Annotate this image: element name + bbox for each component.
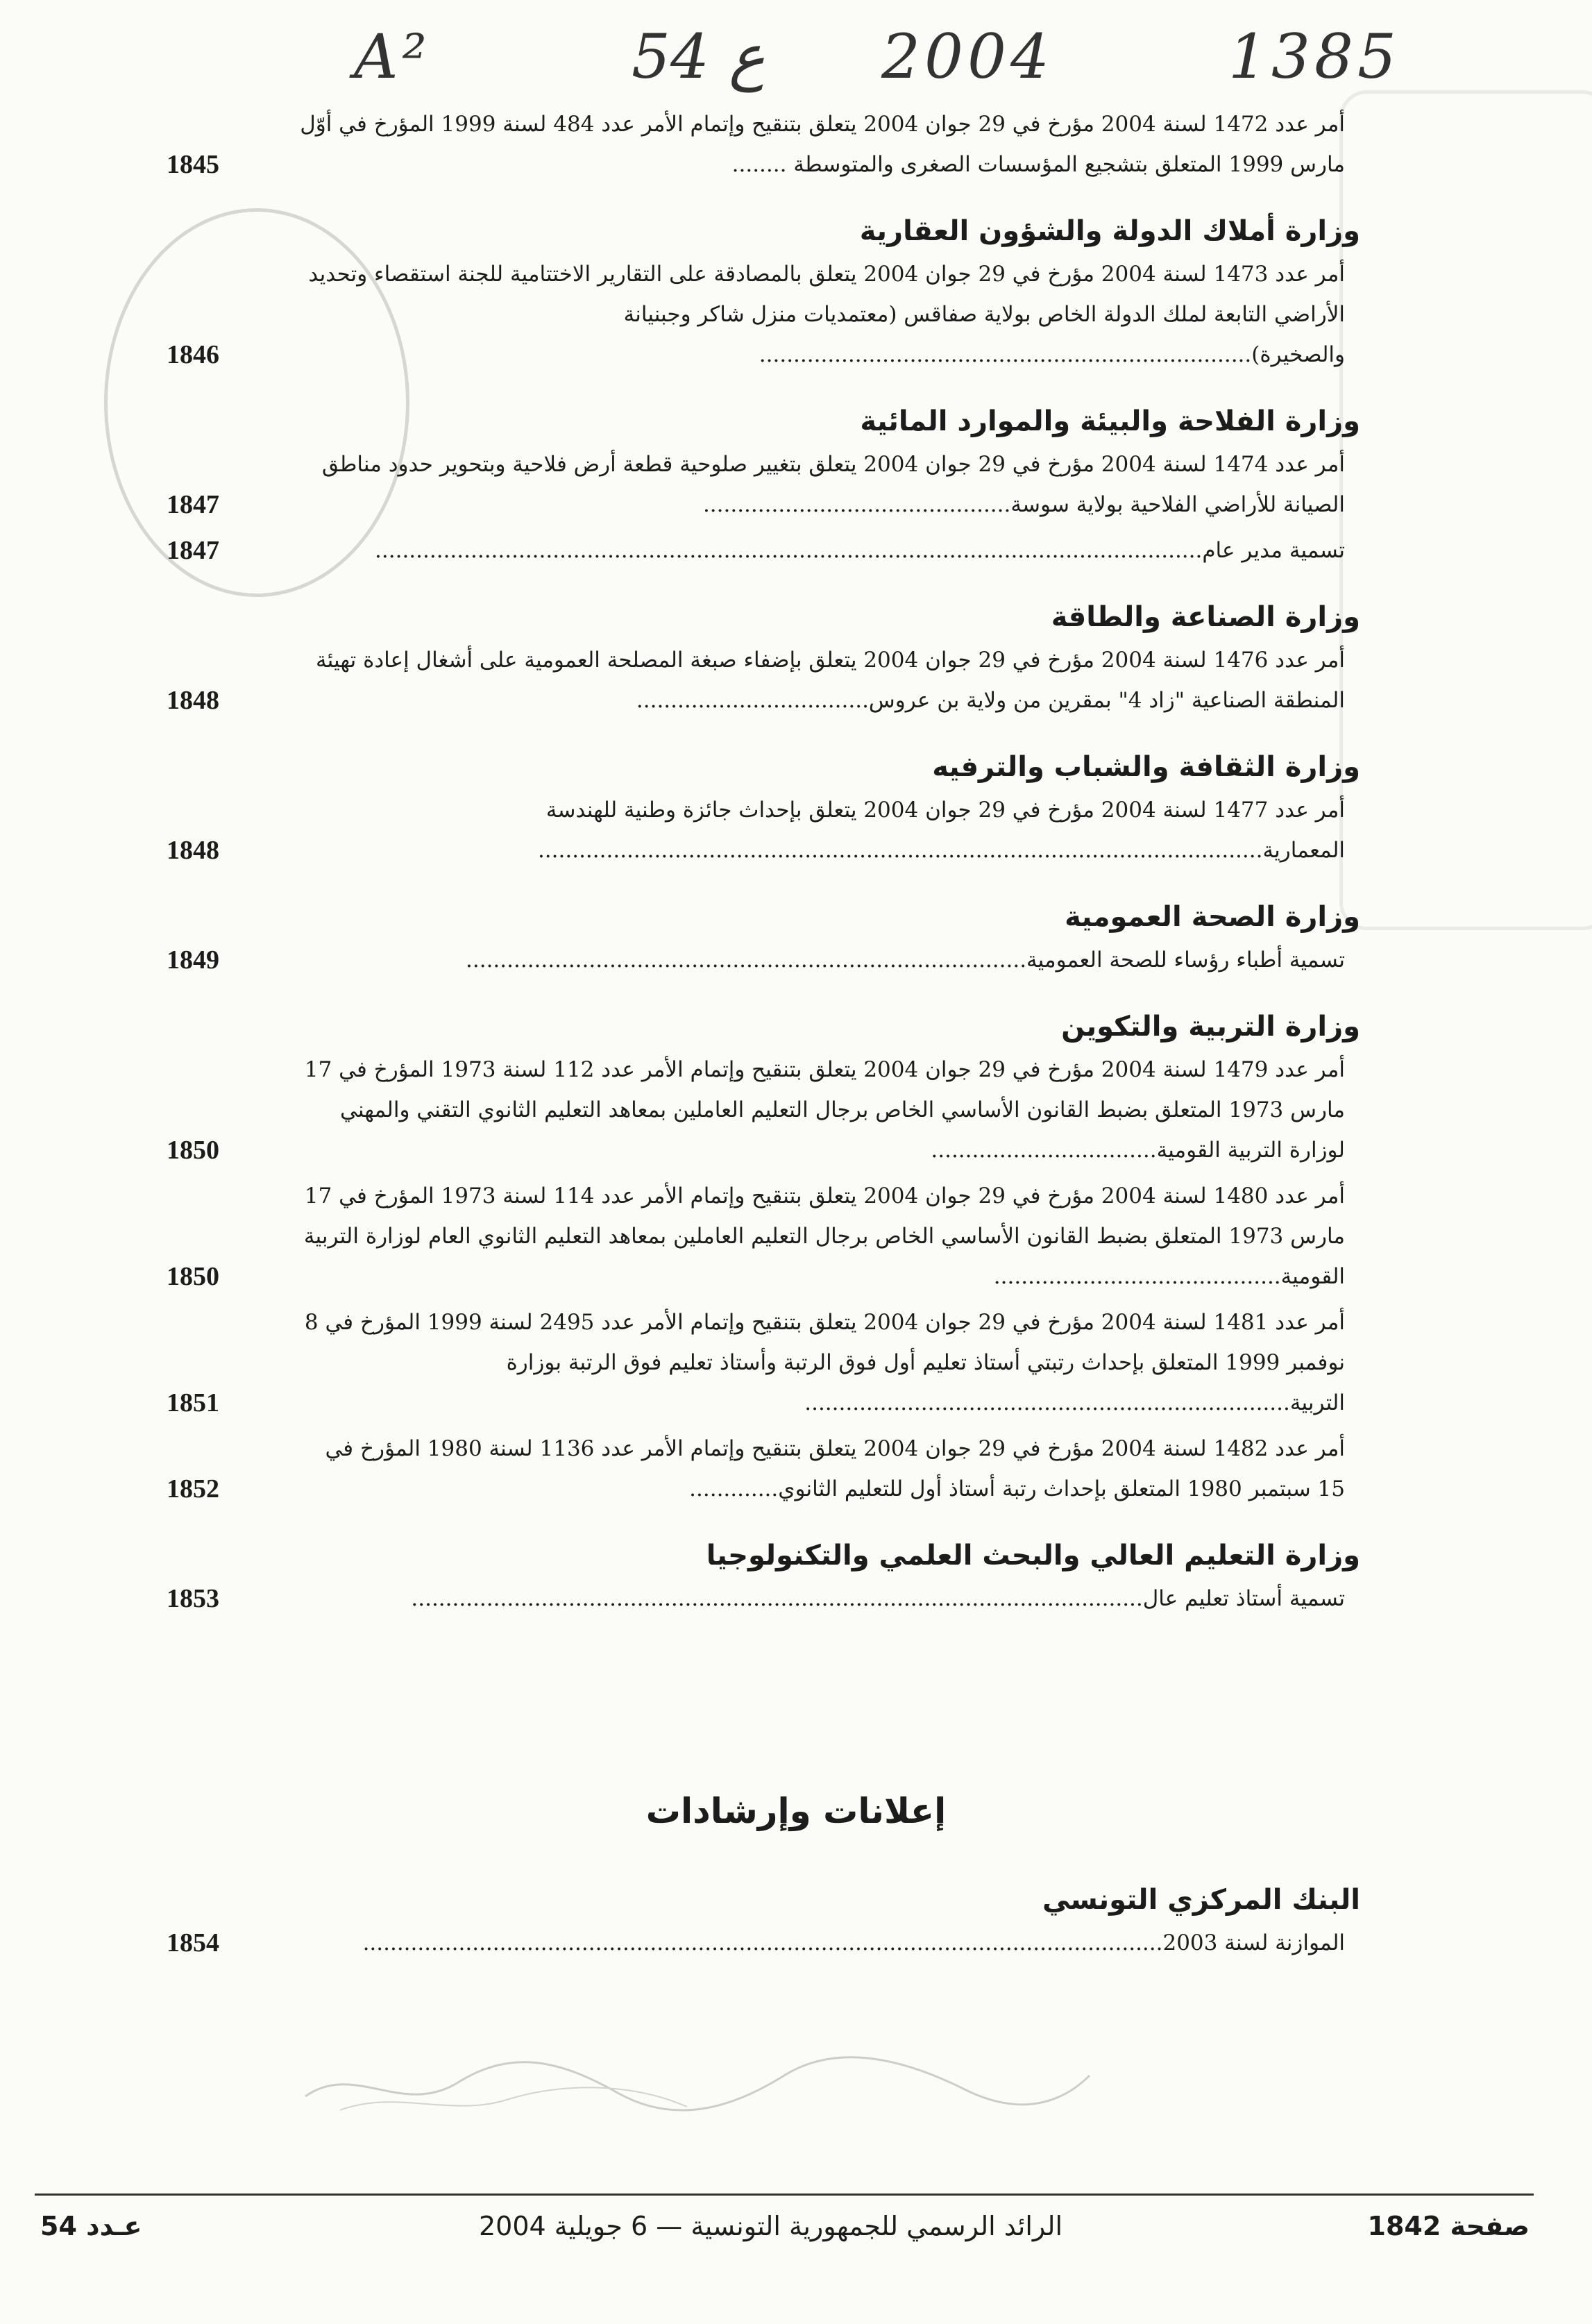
handwritten-issue: 54 ع (632, 21, 765, 92)
ministry-heading: البنك المركزي التونسي (1042, 1884, 1360, 1916)
toc-entry-page: 1851 (167, 1388, 219, 1417)
faint-handwriting-scribble (298, 2034, 1096, 2124)
toc-entry-page: 1848 (167, 686, 219, 715)
toc-entry-text: تسمية أستاذ تعليم عال........................................................................................................... (411, 1586, 1345, 1611)
toc-entry-page: 1847 (167, 536, 219, 565)
toc-entry (167, 1050, 1360, 1170)
ministry-heading: وزارة الفلاحة والبيئة والموارد المائية (860, 405, 1360, 437)
toc-entry-page: 1853 (167, 1584, 219, 1613)
announcements-section (167, 1853, 1360, 1969)
handwritten-year: 2004 (881, 21, 1053, 92)
toc-entry-text: أمر عدد 1473 لسنة 2004 مؤرخ في 29 جوان 2004 يتعلق بالمصادقة على التقارير الاختتامية للجنة استقصاء وتحديد الأراضي التابعة لملك الدولة الخاص بولاية صفاقس (معتمديات منزل شاكر وجبنيانة والصخيرة)........................................................................ (308, 262, 1345, 367)
ministry-heading: وزارة الصحة العمومية (1065, 901, 1360, 933)
toc-entry (167, 1578, 1360, 1619)
toc-entry-page: 1854 (167, 1928, 219, 1957)
toc-entry-page: 1852 (167, 1474, 219, 1504)
handwritten-ref: 1385 (1228, 21, 1400, 92)
toc-entry-text: الموازنة لسنة 2003..................................................................................................................... (362, 1930, 1345, 1955)
toc-entry-text: أمر عدد 1480 لسنة 2004 مؤرخ في 29 جوان 2004 يتعلق بتنقيح وإتمام الأمر عدد 114 لسنة 1973 المؤرخ في 17 مارس 1973 المتعلق بضبط القانون الأساسي الخاص برجال التعليم العاملين بمعاهد التعليم الثانوي العام لوزارة التربية القومية.......................................... (303, 1184, 1345, 1289)
toc-entry-page: 1849 (167, 945, 219, 975)
handwritten-mark: A² (354, 21, 431, 92)
toc-entry (167, 1302, 1360, 1423)
announcements-title: إعلانات وإرشادات (645, 1791, 947, 1831)
toc-entry (167, 444, 1360, 525)
toc-entry (167, 790, 1360, 870)
ministry-heading: وزارة أملاك الدولة والشؤون العقارية (859, 215, 1360, 247)
ministry-heading: وزارة التربية والتكوين (1061, 1011, 1360, 1043)
toc-entry-page: 1850 (167, 1136, 219, 1165)
ministry-heading: وزارة التعليم العالي والبحث العلمي والتكنولوجيا (706, 1540, 1360, 1572)
footer-publication: الرائد الرسمي للجمهورية التونسية — 6 جويلية 2004 (479, 2211, 1063, 2241)
toc-entry-text: أمر عدد 1472 لسنة 2004 مؤرخ في 29 جوان 2004 يتعلق بتنقيح وإتمام الأمر عدد 484 لسنة 1999 المؤرخ في أوّل مارس 1999 المتعلق بتشجيع المؤسسات الصغرى والمتوسطة ........ (300, 112, 1345, 177)
toc-entry (167, 940, 1360, 980)
footer-issue: عـدد 54 (40, 2211, 142, 2241)
toc-entry (167, 1429, 1360, 1509)
toc-entry-page: 1845 (167, 150, 219, 179)
toc-entry (167, 104, 1360, 185)
toc-entry (167, 640, 1360, 721)
toc-entry-page: 1846 (167, 340, 219, 369)
toc-entry (167, 1923, 1360, 1963)
toc-entry-text: أمر عدد 1476 لسنة 2004 مؤرخ في 29 جوان 2004 يتعلق بإضفاء صبغة المصلحة العمومية على أشغال إعادة تهيئة المنطقة الصناعية "زاد 4" بمقرين من ولاية بن عروس.................................. (315, 648, 1345, 713)
footer-page-number: صفحة 1842 (1367, 2211, 1530, 2241)
ministry-heading: وزارة الصناعة والطاقة (1051, 601, 1360, 633)
toc-entry-text: أمر عدد 1481 لسنة 2004 مؤرخ في 29 جوان 2004 يتعلق بتنقيح وإتمام الأمر عدد 2495 لسنة 1999 المؤرخ في 8 نوفمبر 1999 المتعلق بإحداث رتبتي أستاذ تعليم أول فوق الرتبة وأستاذ تعليم فوق الرتبة بوزارة التربية....................................................................... (304, 1310, 1345, 1415)
toc-entry-page: 1850 (167, 1262, 219, 1291)
toc-entry-text: أمر عدد 1482 لسنة 2004 مؤرخ في 29 جوان 2004 يتعلق بتنقيح وإتمام الأمر عدد 1136 لسنة 1980 المؤرخ في 15 سبتمبر 1980 المتعلق بإحداث رتبة أستاذ أول للتعليم الثانوي............. (325, 1436, 1345, 1501)
toc-entry-text: أمر عدد 1474 لسنة 2004 مؤرخ في 29 جوان 2004 يتعلق بتغيير صلوحية قطعة أرض فلاحية وبتحوير حدود مناطق الصيانة للأراضي الفلاحية بولاية سوسة............................................. (321, 452, 1345, 517)
toc-entry-text: تسمية أطباء رؤساء للصحة العمومية.................................................................................. (466, 948, 1345, 972)
toc-entry (167, 530, 1360, 571)
toc-entry-text: أمر عدد 1479 لسنة 2004 مؤرخ في 29 جوان 2004 يتعلق بتنقيح وإتمام الأمر عدد 112 لسنة 1973 المؤرخ في 17 مارس 1973 المتعلق بضبط القانون الأساسي الخاص برجال التعليم العاملين بمعاهد التعليم الثانوي التقني والمهني لوزارة التربية القومية................................. (304, 1057, 1345, 1163)
toc-entry (167, 1176, 1360, 1297)
toc-entry (167, 254, 1360, 375)
table-of-contents (167, 104, 1360, 1624)
toc-entry-page: 1848 (167, 836, 219, 865)
toc-entry-page: 1847 (167, 490, 219, 519)
toc-entry-text: تسمية مدير عام......................................................................................................................... (375, 538, 1345, 563)
footer-divider (35, 2194, 1534, 2196)
bleed-through-frame (1339, 90, 1592, 930)
ministry-heading: وزارة الثقافة والشباب والترفيه (932, 751, 1360, 783)
toc-entry-text: أمر عدد 1477 لسنة 2004 مؤرخ في 29 جوان 2004 يتعلق بإحداث جائزة وطنية للهندسة المعمارية.......................................................................................................... (537, 798, 1345, 863)
